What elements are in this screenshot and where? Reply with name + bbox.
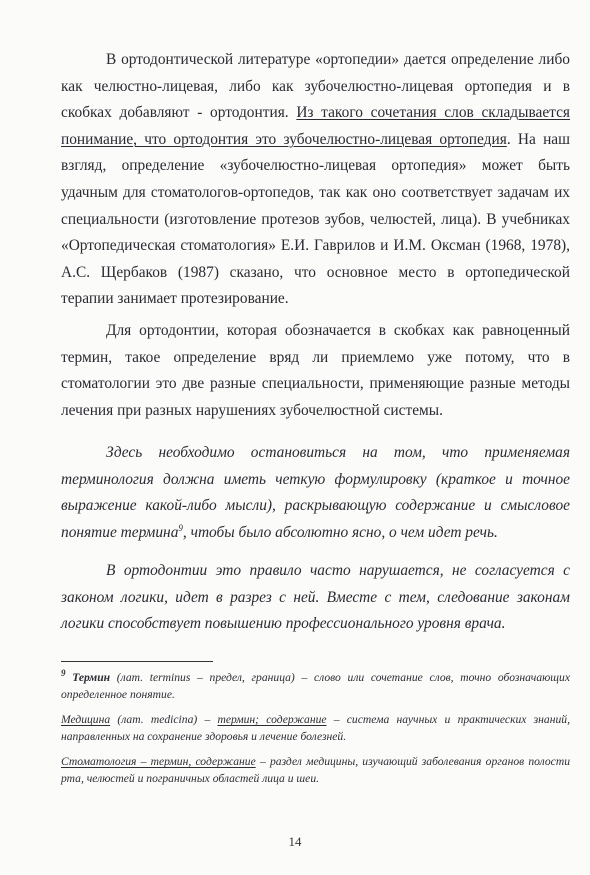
footnote-text: (лат. terminus – предел, граница) – слово или сочетание слов, точно обозначающих определенное понятие. — [61, 671, 570, 701]
paragraph-3-tail: , чтобы было абсолютно ясно, о чем идет речь. — [182, 523, 498, 541]
footnote-text: – раздел медицины, изучающий заболевания органов полости рта, челюстей и пограничных областей лица и шеи. — [61, 755, 570, 785]
page-number: 14 — [288, 834, 302, 849]
footnote-2 — [61, 712, 570, 745]
footnote-number: 9 — [61, 668, 66, 679]
footnote-term: Стоматология – термин, содержание — [61, 755, 256, 768]
footnote-text: – система научных и практических знаний, направленных на сохранение здоровья и лечение болезней. — [61, 713, 570, 743]
footnote-separator — [61, 661, 213, 662]
footnote-reference: 9 — [178, 522, 183, 533]
paragraph-2 — [61, 318, 570, 424]
footnote-3 — [61, 754, 570, 787]
paragraph-1-underlined: Из такого сочетания слов складывается понимание, что ортодонтия это зубочелюстно-лицевая ортопедия — [61, 104, 570, 148]
footnote-term: Медицина — [61, 713, 111, 726]
paragraph-1 — [61, 47, 570, 313]
paragraph-3 — [61, 440, 570, 546]
paragraph-2-text: Для ортодонтии, которая обозначается в скобках как равноценный термин, такое определение вряд ли приемлемо уже потому, что в стоматологии это две разные специальности, применяющие разные методы лечения при разных нарушениях зубочелюстной системы. — [61, 322, 570, 419]
footnote-term: Термин — [72, 671, 111, 684]
footnote-mid: (лат. medicina) – — [110, 713, 218, 726]
footnote-underlined: термин; содержание — [217, 713, 327, 726]
paragraph-1-rest: . На наш взгляд, определение «зубочелюстно-лицевая ортопедия» может быть удачным для стоматологов-ортопедов, так как оно соответствует задачам их специальности (изготовление протезов зубов, челюстей, лица). В учебниках «Ортопедическая стоматология» Е.И. Гаврилов и И.М. Оксман (1968, 1978), А.С. Щербаков (1987) сказано, что основное место в ортопедической терапии занимает протезирование. — [61, 130, 570, 308]
paragraph-4-text: В ортодонтии это правило часто нарушается, не согласуется с законом логики, идет в разрез с ней. Вместе с тем, следование законам логики способствует повышению профессионального уровня врача. — [61, 562, 570, 633]
paragraph-4 — [61, 558, 570, 638]
paragraph-1-intro: В ортодонтической литературе «ортопедии» дается определение либо как челюстно-лицевая, либо как зубочелюстно-лицевая ортопедия и в скобках добавляют - ортодонтия. — [61, 51, 570, 122]
paragraph-3-text: Здесь необходимо остановиться на том, что применяемая терминология должна иметь четкую формулировку (краткое и точное выражение какой-либо мысли), раскрывающую содержание и смысловое понятие термина — [61, 444, 570, 541]
footnote-1 — [61, 670, 570, 703]
